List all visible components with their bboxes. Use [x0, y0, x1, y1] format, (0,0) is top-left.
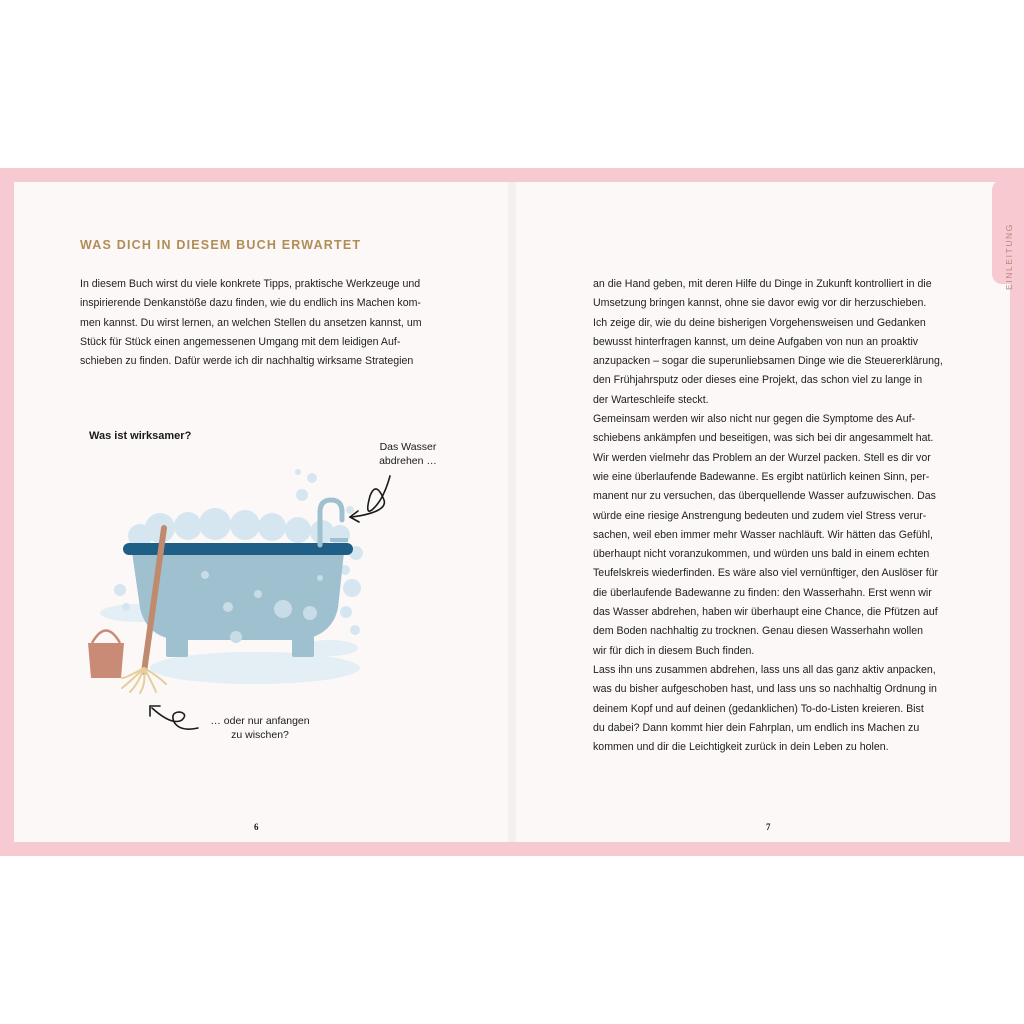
arrow-to-mop-icon	[152, 708, 198, 729]
caption-start-wiping	[200, 714, 320, 742]
text-line: dem Boden nachhaltig zu trocknen. Genau diesen Wasserhahn wollen	[593, 625, 923, 638]
illustration-question: Was ist wirksamer?	[89, 430, 192, 442]
bathtub-foot	[292, 636, 314, 657]
text-line: anzupacken – sogar die superunliebsamen Dinge wie die Steuererklärung,	[593, 355, 943, 368]
text-line: den Frühjahrsputz oder dieses eine Projekt, das schon viel zu lange in	[593, 374, 923, 387]
text-line: überhaupt nicht voranzukommen, und würden uns bald in einem echten	[593, 548, 930, 561]
caption-line: abdrehen …	[379, 455, 437, 467]
bathtub-body-icon	[132, 552, 344, 640]
faucet-handle	[330, 538, 348, 542]
text-line: Ich zeige dir, wie du deine bisherigen Vorgehensweisen und Gedanken	[593, 316, 926, 329]
text-line: du dabei? Dann kommt hier dein Fahrplan, um endlich ins Machen zu	[593, 721, 920, 734]
text-line: manent nur zu versuchen, das überquellende Wasser aufzuwischen. Das	[593, 490, 936, 503]
text-line: inspirierende Denkanstöße dazu finden, wie du endlich ins Machen kom-	[80, 297, 421, 310]
text-line: Teufelskreis wiederfinden. Es wäre also viel vernünftiger, den Auslöser für	[593, 567, 939, 580]
text-line: In diesem Buch wirst du viele konkrete Tipps, praktische Werkzeuge und	[80, 278, 421, 290]
text-line: die überlaufende Badewanne zu finden: den Wasserhahn. Erst wenn wir	[593, 586, 932, 599]
bucket-icon	[88, 643, 124, 678]
text-line: der Warteschleife steckt.	[593, 393, 709, 406]
text-line: Wir werden vielmehr das Problem an der Wurzel packen. Stell es dir vor	[593, 451, 931, 464]
text-line: bewusst hinterfragen kannst, um deine Aufgaben von nun an proaktiv	[593, 335, 919, 348]
text-line: Lass ihn uns zusammen abdrehen, lass uns all das ganz aktiv anpacken,	[593, 663, 936, 676]
page-number-right: 7	[766, 822, 771, 832]
text-line: deinem Kopf und auf deinen (gedanklichen) To-do-Listen kreieren. Bist	[593, 702, 924, 715]
text-line: men kannst. Du wirst lernen, an welchen Stellen du ansetzen kannst, um	[80, 316, 422, 329]
section-tab-label: EINLEITUNG	[1004, 222, 1014, 290]
text-line: das Wasser abdrehen, haben wir überhaupt eine Chance, die Pfützen auf	[593, 606, 938, 619]
text-line: wir für dich in diesem Buch finden.	[593, 644, 755, 657]
text-line: Umsetzung bringen kannst, ohne sie davor ewig vor dir herzuschieben.	[593, 297, 927, 310]
page-number-left: 6	[254, 822, 259, 832]
text-line: Gemeinsam werden wir also nicht nur gegen die Symptome des Auf-	[593, 413, 916, 426]
text-line: schieben zu finden. Dafür werde ich dir nachhaltig wirksame Strategien	[80, 355, 414, 368]
text-line: schiebens ankämpfen und beseitigen, was sich bei dir angesammelt hat.	[593, 432, 934, 445]
right-paragraph	[593, 275, 953, 757]
text-line: Stück für Stück einen angemessenen Umgang mit dem leidigen Auf-	[80, 335, 401, 348]
bucket-handle	[92, 631, 120, 644]
section-heading: WAS DICH IN DIESEM BUCH ERWARTET	[80, 238, 362, 252]
text-line: sachen, weil eben immer mehr Wasser nachläuft. Wir hätten das Gefühl,	[593, 528, 933, 541]
text-line: kommen und dir die Leichtigkeit zurück in dein Leben zu holen.	[593, 741, 889, 754]
caption-line: … oder nur anfangen	[210, 715, 310, 727]
text-line: wie eine überlaufende Badewanne. Es ergibt natürlich keinen Sinn, per-	[593, 470, 930, 483]
caption-line: Das Wasser	[379, 441, 437, 453]
text-line: was du bisher aufgeschoben hast, und lass uns so nachhaltig Ordnung in	[593, 683, 937, 696]
caption-line: zu wischen?	[231, 729, 289, 741]
bathtub-foot	[166, 636, 188, 657]
text-line: an die Hand geben, mit deren Hilfe du Dinge in Zukunft kontrolliert in die	[593, 278, 932, 290]
caption-turn-off-water	[368, 440, 448, 468]
text-line: würde eine riesige Anstrengung bedeuten und zudem viel Stress verur-	[593, 509, 927, 522]
